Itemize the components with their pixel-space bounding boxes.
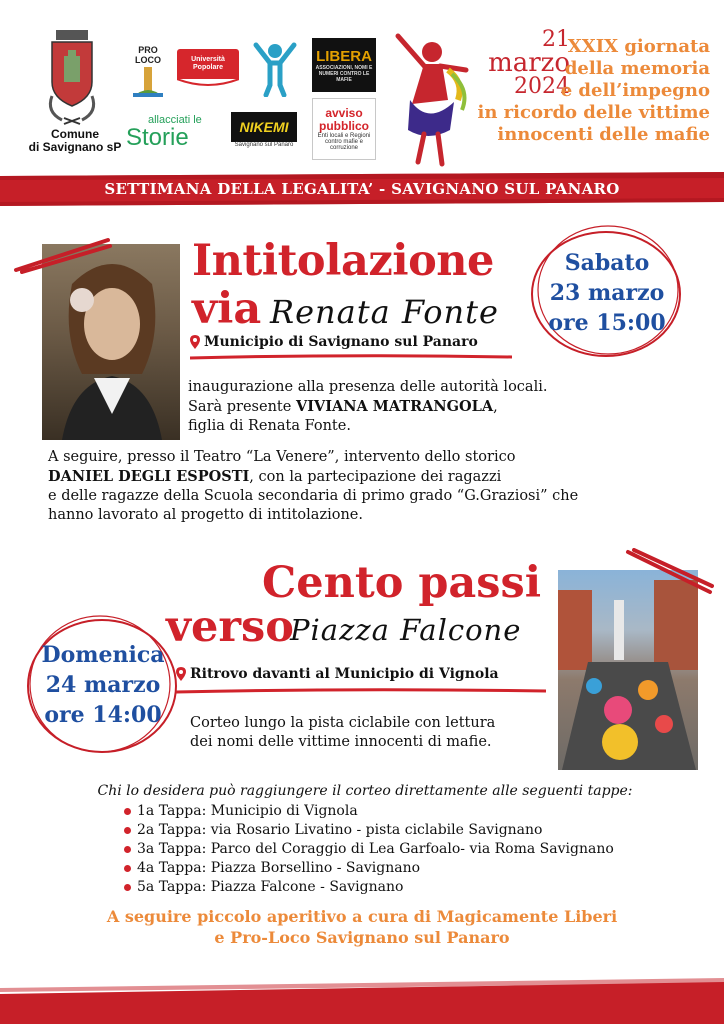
universita-popolare-logo: [174, 42, 242, 98]
comune-label-line2: di Savignano sP: [28, 140, 122, 154]
band-title: SETTIMANA DELLA LEGALITA’ - SAVIGNANO SUL PANARO: [104, 180, 620, 198]
comune-label: [20, 128, 130, 154]
event1-historian-name: DANIEL DEGLI ESPOSTI: [48, 468, 250, 485]
stop-item: [124, 859, 684, 878]
event2-date-time: ore 14:00: [44, 702, 162, 728]
stop-text: 1a Tappa: Municipio di Vignola: [137, 803, 358, 819]
giornata-line-3: e dell’impegno: [560, 80, 710, 101]
event1-description-line3: figlia di Renata Fonte.: [188, 418, 351, 434]
event1-followup-line2-rest: , con la partecipazione dei ragazzi: [249, 469, 502, 485]
header-date-month: marzo: [488, 48, 570, 78]
event2-title-script: Piazza Falcone: [290, 613, 522, 647]
bullet-dot-icon: [124, 865, 131, 872]
event2-description-line1: Corteo lungo la pista ciclabile con lettura: [190, 715, 496, 731]
event1-presence-text: Sarà presente: [188, 399, 296, 415]
bullet-dot-icon: [124, 808, 131, 815]
bullet-dot-icon: [124, 827, 131, 834]
footer-red-brush-band: [0, 974, 724, 1024]
stop-item: [124, 840, 684, 859]
event1-comma: ,: [493, 399, 498, 415]
closing-note: [60, 906, 664, 948]
figure-arms-up-icon: [252, 41, 298, 97]
stop-text: 2a Tappa: via Rosario Livatino - pista ciclabile Savignano: [137, 822, 543, 838]
nikemi-logo-subtitle: Savignano sul Panaro: [234, 142, 294, 148]
event1-description: [188, 378, 608, 436]
proloco-logo: [128, 42, 168, 102]
stop-item: [124, 878, 684, 897]
event2-date-date: 24 marzo: [45, 672, 161, 698]
location-pin-icon: [190, 335, 200, 349]
avviso-logo-line1: avviso: [325, 106, 363, 120]
event1-location-underline: [190, 354, 512, 360]
bullet-dot-icon: [124, 846, 131, 853]
storie-small-text: allacciati le: [148, 114, 202, 126]
libera-logo-subtitle: ASSOCIAZIONI, NOMI E NUMERI CONTRO LE MAFIE: [315, 64, 373, 83]
location-pin-icon: [176, 667, 186, 681]
event1-date: [532, 248, 682, 338]
event2-description-line2: dei nomi delle vittime innocenti di mafie.: [190, 734, 492, 750]
giornata-line-5: innocenti delle mafie: [497, 124, 710, 145]
libera-logo: [312, 38, 376, 92]
event1-date-time: ore 15:00: [548, 310, 666, 336]
closing-note-line2: e Pro-Loco Savignano sul Panaro: [214, 928, 510, 947]
comune-label-line1: Comune: [51, 127, 99, 141]
event1-description-line1: inaugurazione alla presenza delle autorità locali.: [188, 379, 548, 395]
nikemi-logo: [230, 104, 298, 156]
avviso-pubblico-logo: [312, 98, 376, 160]
storie-big-text: Storie: [126, 124, 189, 151]
piazza-falcone-photo: [558, 570, 698, 770]
brush-stroke-decoration-2: [624, 548, 714, 598]
bullet-dot-icon: [124, 884, 131, 891]
event1-followup-line3: e delle ragazze della Scuola secondaria di primo grado “G.Graziosi” che: [48, 488, 579, 504]
stop-item: [124, 802, 684, 821]
event1-location: [190, 334, 530, 350]
proloco-logo-text: PRO LOCO: [135, 45, 161, 65]
event2-date-day: Domenica: [41, 642, 165, 668]
event2-title-line1: Cento passi: [262, 558, 542, 608]
giornata-line-1: XXIX giornata: [567, 36, 710, 57]
event2-description: [190, 714, 550, 752]
event2-location-underline: [176, 688, 546, 694]
comune-crest-logo: [42, 26, 102, 126]
book-pages-icon: [177, 79, 239, 91]
closing-note-line1: A seguire piccolo aperitivo a cura di Magicamente Liberi: [106, 907, 618, 926]
event1-title-script: Renata Fonte: [270, 293, 499, 331]
event1-guest-name: VIVIANA MATRANGOLA: [295, 398, 494, 415]
event1-date-date: 23 marzo: [549, 280, 665, 306]
stop-item: [124, 821, 684, 840]
avviso-logo-subtitle: Enti locali e Regioni contro mafie e corruzione: [317, 133, 371, 151]
brush-stroke-decoration: [12, 234, 112, 274]
event2-date: [28, 640, 178, 730]
header-date-year: 2024: [514, 74, 570, 99]
nikemi-logo-text: NIKEMI: [231, 112, 297, 142]
event1-title-line2: via: [192, 284, 262, 334]
libera-logo-text: LIBERA: [316, 47, 372, 65]
header-date-day: 21: [542, 27, 570, 52]
event1-description-line2: [188, 397, 608, 417]
giornata-text: [472, 36, 710, 146]
allacciati-storie-logo: [126, 110, 222, 154]
event1-followup-line1: A seguire, presso il Teatro “La Venere”, intervento dello storico: [48, 449, 516, 465]
avviso-logo-line2: pubblico: [319, 119, 369, 133]
event1-title-line1: Intitolazione: [192, 236, 494, 286]
universita-logo-text: Università Popolare: [177, 49, 239, 79]
event1-followup-line2: [48, 467, 698, 487]
event1-location-text: Municipio di Savignano sul Panaro: [204, 334, 478, 350]
stops-list: [124, 802, 684, 897]
giornata-line-4: in ricordo delle vittime: [477, 102, 710, 123]
stop-text: 3a Tappa: Parco del Coraggio di Lea Garfoalo- via Roma Savignano: [137, 841, 614, 857]
magicamente-liberi-logo: [250, 38, 300, 100]
event2-title-line2: verso: [166, 602, 294, 652]
stop-text: 5a Tappa: Piazza Falcone - Savignano: [137, 879, 404, 895]
event1-followup: [48, 448, 698, 525]
event2-location-text: Ritrovo davanti al Municipio di Vignola: [190, 666, 499, 682]
event1-followup-line4: hanno lavorato al progetto di intitolazione.: [48, 507, 363, 523]
proloco-tower-icon: [131, 65, 165, 99]
stops-intro: Chi lo desidera può raggiungere il corteo direttamente alle seguenti tappe:: [97, 783, 633, 799]
event2-location: [176, 666, 556, 682]
stop-text: 4a Tappa: Piazza Borsellino - Savignano: [137, 860, 421, 876]
event1-date-day: Sabato: [564, 250, 650, 276]
giornata-line-2: della memoria: [564, 58, 710, 79]
